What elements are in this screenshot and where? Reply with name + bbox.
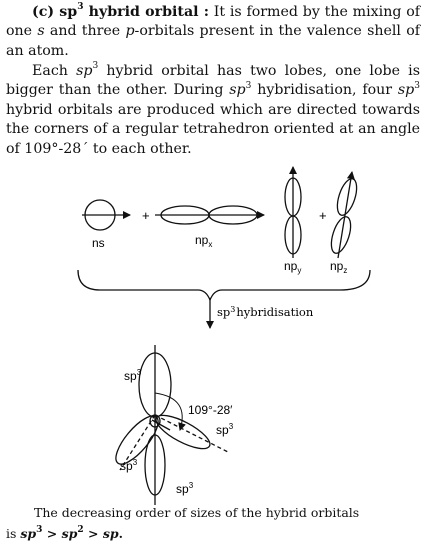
sp3-label-bottom: $sp^3$: [176, 481, 194, 496]
plus-sign-2: +: [319, 208, 327, 223]
size-order: is $sp^3 > sp^2$ > sp.: [6, 524, 123, 541]
paragraph-intro: (c) $sp^3$ hybrid orbital : It is formed by the mixing of one s and three p-orbitals present in the valence shell of an atom.: [6, 2, 420, 59]
hybridisation-label: $sp^3hybridisation$: [217, 305, 314, 319]
section-heading: (c) $sp^3$ hybrid orbital :: [32, 2, 209, 20]
npy-orbital: [285, 167, 301, 258]
sp3-label-right: $sp^3$: [216, 422, 234, 437]
footer-sentence: The decreasing order of sizes of the hybrid orbitals: [34, 505, 360, 520]
npy-label: $np_y$: [284, 259, 302, 275]
paragraph-lobes: Each $sp^3$ hybrid orbital has two lobes, one lobe is bigger than the other. During $sp^3$ hybridisation, four $sp^3$ hybrid orbitals are produced which are directed towards the corners of a regular tetrahedron oriented at an angle of 109°-28´ to each other.: [6, 61, 420, 157]
ns-orbital: [82, 200, 130, 230]
angle-label: 109°-28′: [188, 403, 233, 417]
npx-orbital: [155, 206, 264, 224]
grouping-brace: [78, 270, 370, 300]
sp3-label-top: $sp^3$: [124, 368, 142, 383]
npx-label: $np_x$: [195, 233, 213, 249]
ns-label: ns: [92, 236, 105, 250]
sp3-label-left: $sp^3$: [120, 458, 138, 473]
plus-sign-1: +: [142, 208, 150, 223]
npz-label: $np_z$: [330, 259, 348, 275]
npz-orbital: [328, 172, 361, 258]
